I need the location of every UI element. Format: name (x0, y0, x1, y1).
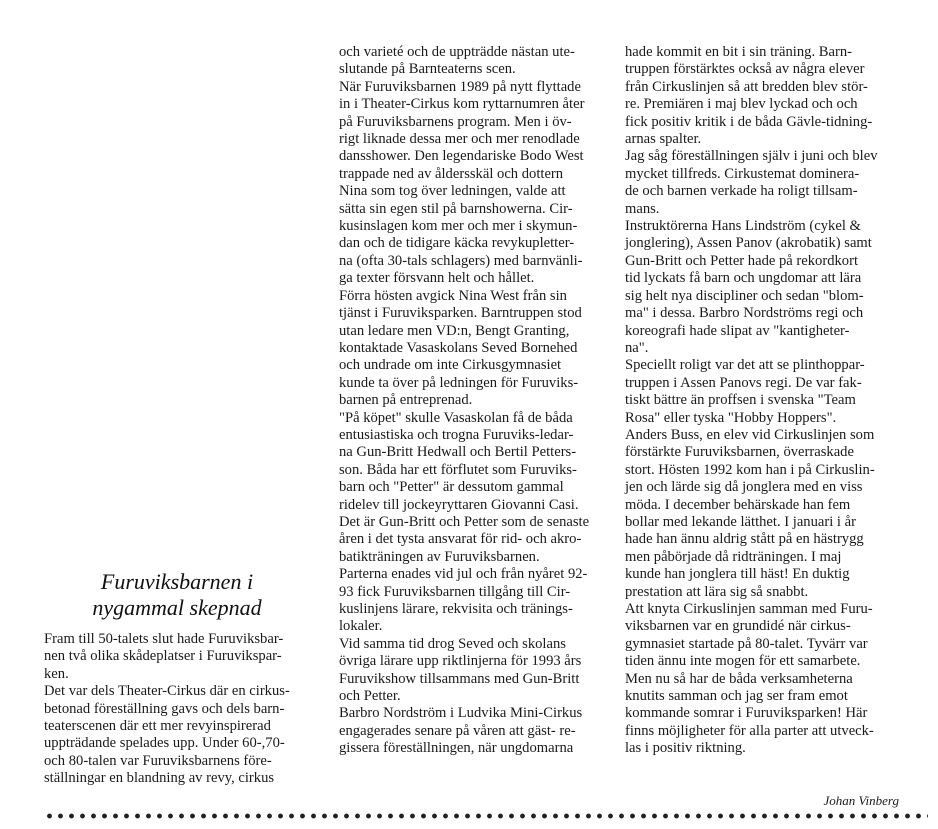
text-line: Furuvikshow tillsammans med Gun-Britt (339, 670, 580, 687)
text-line: ken. (44, 665, 69, 682)
text-line: sig helt nya discipliner och sedan "blom- (625, 287, 864, 304)
text-line: jen och lärde sig då jonglera med en viss (625, 479, 863, 496)
text-line: son. Båda har ett förflutet som Furuviks- (339, 461, 577, 478)
text-line: mycket tillfreds. Cirkustemat dominera- (625, 165, 860, 182)
text-line: ga texter försvann helt och hållet. (339, 270, 535, 287)
text-line: dansshower. Den legendariske Bodo West (339, 148, 584, 165)
text-line: knutits samman och jag ser fram emot (625, 688, 848, 705)
text-line: barnen på entreprenad. (339, 392, 473, 409)
text-line: re. Premiären i maj blev lyckad och och (625, 96, 858, 113)
text-line: nen två olika skådeplatser i Furuvikspar- (44, 648, 282, 665)
text-line: Gun-Britt och Petter hade på rekordkort (625, 252, 859, 269)
text-line: Barbro Nordström i Ludvika Mini-Cirkus (339, 705, 583, 722)
text-line: batikträningen av Furuviksbarnen. (339, 548, 540, 565)
text-line: och 80-talen var Furuviksbarnens före- (44, 752, 272, 769)
text-line: tiskt bättre än proffsen i svenska "Team (625, 392, 856, 409)
text-line: När Furuviksbarnen 1989 på nytt flyttade (339, 78, 581, 95)
text-line: trappade ned av åldersskäl och dottern (339, 165, 564, 182)
text-line: rigt liknade dessa mer och mer renodlade (339, 131, 580, 148)
text-line: engagerades senare på våren att gäst- re- (339, 722, 576, 739)
text-line: ställningar en blandning av revy, cirkus (44, 770, 275, 787)
text-line: sätta sin egen stil på barnshowerna. Cir- (339, 200, 573, 217)
text-line: finns möjligheter för alla parter att utveck- (625, 722, 874, 739)
text-line: och undrade om inte Cirkusgymnasiet (339, 357, 562, 374)
text-line: Rosa" eller tyska "Hobby Hoppers". (625, 409, 837, 426)
text-line: dan och de tidigare käcka revykupletter- (339, 235, 575, 252)
text-line: Jag såg föreställningen själv i juni och blev (625, 148, 878, 165)
text-line: och varieté och de uppträdde nästan ute- (339, 44, 575, 60)
text-line: stort. Hösten 1992 kom han i på Cirkuslin- (625, 461, 875, 478)
text-line: fick positiv kritik i de båda Gävle-tidning- (625, 113, 873, 130)
text-line: uppträdande spelades upp. Under 60-,70- (44, 735, 285, 752)
text-line: Fram till 50-talets slut hade Furuviksbar- (44, 631, 284, 647)
text-line: in i Theater-Cirkus kom ryttarnumren åter (339, 96, 585, 113)
text-line: kusinslagen kom mer och mer i skymun- (339, 218, 578, 235)
text-line: koreografi hade slipat av "kantigheter- (625, 322, 850, 339)
text-line: viksbarnen var en grundidé när cirkus- (625, 618, 851, 635)
text-line: kontaktade Vasaskolans Seved Bornehed (339, 339, 578, 356)
text-line: tjänst i Furuviksparken. Barntruppen stod (339, 305, 582, 322)
text-line: entusiastiska och trogna Furuviks-ledar- (339, 426, 574, 443)
text-line: slutande på Barnteaterns scen. (339, 61, 516, 78)
text-line: betonad föreställning gavs och dels barn- (44, 700, 285, 717)
text-line: kuslinjens lärare, rekvisita och tränings- (339, 601, 573, 617)
text-line: Parterna enades vid jul och från nyåret 92- (339, 566, 588, 583)
text-line: från Cirkuslinjen så att bredden blev stör- (625, 78, 868, 95)
text-line: Det var dels Theater-Cirkus där en cirkus- (44, 683, 290, 700)
text-line: utan ledare men VD:n, Bengt Granting, (339, 322, 570, 339)
article-column-3 (625, 44, 898, 758)
text-line: mans. (625, 200, 660, 217)
text-line: gymnasiet startade på 80-talet. Tyvärr var (625, 635, 868, 652)
text-line: tiden ännu inte mogen för ett samarbete. (625, 653, 861, 670)
text-line: lokaler. (339, 618, 383, 635)
text-line: kunde han jonglera till häst! En duktig (625, 566, 850, 583)
text-line: barn och "Petter" är dessutom gammal (339, 479, 564, 496)
article-column-2 (339, 44, 609, 758)
text-line: jonglering), Assen Panov (akrobatik) samt (625, 235, 872, 252)
text-line: Förra hösten avgick Nina West från sin (339, 287, 567, 304)
text-line: las i positiv riktning. (625, 740, 746, 757)
text-line: gissera föreställningen, när ungdomarna (339, 740, 574, 757)
text-line: Att knyta Cirkuslinjen samman med Furu- (625, 601, 873, 617)
text-line: åren i det tysta ansvarat för rid- och akro- (339, 531, 582, 548)
text-line: kunde ta över på ledningen för Furuviks- (339, 374, 579, 391)
text-line: Anders Buss, en elev vid Cirkuslinjen som (625, 426, 875, 443)
text-line: hade kommit en bit i sin träning. Barn- (625, 44, 852, 60)
text-line: truppen i Assen Panovs regi. De var fak- (625, 374, 862, 391)
text-line: och Petter. (339, 688, 401, 705)
text-line: på Furuviksbarnens program. Men i öv- (339, 113, 572, 130)
text-line: övriga lärare upp riktlinjerna för 1993 års (339, 653, 582, 670)
article-title (44, 569, 310, 621)
text-line: möda. I december behärskade han fem (625, 496, 851, 513)
text-line: de och barnen verkade ha roligt tillsam- (625, 183, 858, 200)
text-line: ridelev till jockeyryttaren Giovanni Casi. (339, 496, 579, 513)
text-line: ma" i dessa. Barbro Nordströms regi och (625, 305, 864, 322)
text-line: teaterscenen där ett mer revyinspirerad (44, 718, 271, 735)
article-title-line-1: Furuviksbarnen i (100, 569, 254, 594)
text-line: Speciellt roligt var det att se plinthoppar- (625, 357, 865, 374)
text-line: men påbörjade då ridträningen. I maj (625, 548, 842, 565)
text-line: kommande somrar i Furuviksparken! Här (625, 705, 868, 722)
text-line: na (ofta 30-tals schlagers) med barnvänli- (339, 252, 583, 269)
text-line: Instruktörerna Hans Lindström (cykel & (625, 218, 861, 235)
text-line: förstärkte Furuviksbarnen, överraskade (625, 444, 854, 461)
dotted-border (44, 812, 928, 820)
text-line: prestation att lära sig så snabbt. (625, 583, 809, 600)
text-line: Vid samma tid drog Seved och skolans (339, 635, 566, 652)
article-title-line-2: nygammal skepnad (92, 595, 262, 620)
article-column-1 (44, 631, 310, 788)
text-line: arnas spalter. (625, 131, 702, 148)
text-line: 93 fick Furuviksbarnen tillgång till Cir- (339, 583, 571, 600)
text-line: Men nu så har de båda verksamheterna (625, 670, 853, 687)
text-line: na". (625, 339, 649, 356)
text-line: bollar med lekande lätthet. I januari i år (625, 513, 856, 530)
text-line: "På köpet" skulle Vasaskolan få de båda (339, 409, 573, 426)
text-line: na Gun-Britt Hedwall och Bertil Petters- (339, 444, 577, 461)
text-line: hade han ännu aldrig stått på en hästrygg (625, 531, 864, 548)
text-line: Nina som tog över ledningen, valde att (339, 183, 566, 200)
text-line: truppen förstärktes också av några elever (625, 61, 865, 78)
text-line: tid lyckats få barn och ungdomar att lära (625, 270, 862, 287)
text-line: Det är Gun-Britt och Petter som de senaste (339, 513, 590, 530)
author-signature: Johan Vinberg (823, 793, 899, 808)
